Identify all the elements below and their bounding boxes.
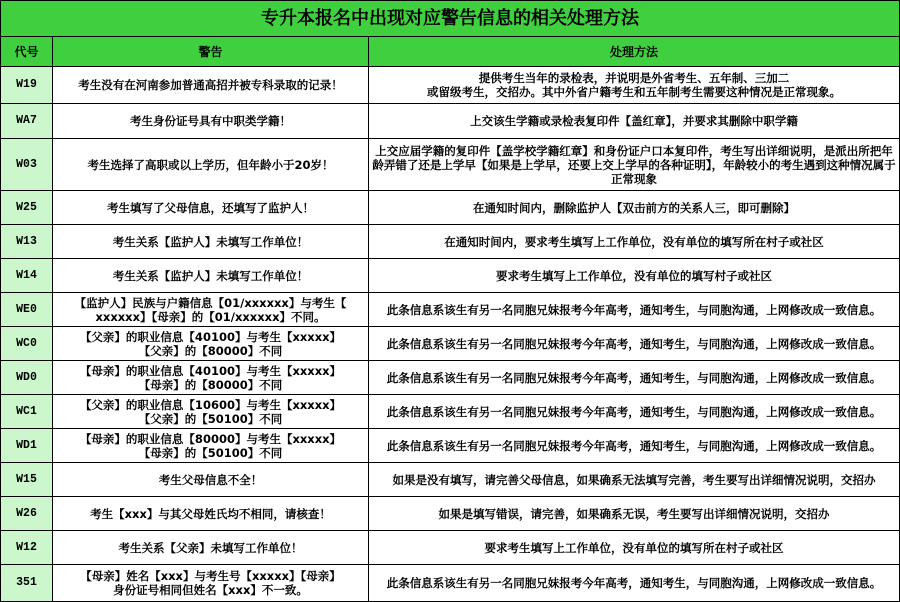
- warning-code-cell: W15: [1, 463, 53, 497]
- warning-code-cell: WC1: [1, 395, 53, 429]
- handling-method-cell: 如果是填写错误，请完善，如果确系无误，考生要写出详细情况说明，交招办: [369, 497, 900, 531]
- warning-code-cell: W12: [1, 531, 53, 565]
- warning-message-cell: 【母亲】的职业信息【80000】与考生【xxxxx】 【母亲】的【50100】不同: [53, 429, 369, 463]
- warning-message-cell: 【母亲】姓名【xxx】与考生号【xxxxx】【母亲】 身份证号相同但姓名【xxx】不一致。: [53, 565, 369, 602]
- warning-code-cell: WD1: [1, 429, 53, 463]
- warning-message-cell: 考生关系【监护人】未填写工作单位！: [53, 259, 369, 293]
- warning-code-cell: WC0: [1, 327, 53, 361]
- warning-code-cell: W14: [1, 259, 53, 293]
- handling-method-cell: 在通知时间内，删除监护人【双击前方的关系人三，即可删除】: [369, 191, 900, 225]
- warning-code-cell: W13: [1, 225, 53, 259]
- handling-method-cell: 提供考生当年的录检表，并说明是外省考生、五年制、三加二 或留级考生，交招办。其中外省户籍考生和五年制考生需要这种情况是正常现象。: [369, 67, 900, 104]
- handling-method-cell: 上交应届学籍的复印件【盖学校学籍红章】和身份证户口本复印件，考生写出详细说明，是派出所把年龄弄错了还是上学早【如果是上学早，还要上交上学早的各种证明】，年龄较小的考生遇到这种情况属于正常现象: [369, 139, 900, 191]
- header-warning: 警告: [53, 37, 369, 67]
- warning-code-cell: 351: [1, 565, 53, 602]
- warning-code-cell: W26: [1, 497, 53, 531]
- warning-code-cell: WA7: [1, 104, 53, 139]
- page-title: 专升本报名中出现对应警告信息的相关处理方法: [1, 1, 900, 37]
- handling-method-cell: 此条信息系该生有另一名同胞兄妹报考今年高考，通知考生，与同胞沟通，上网修改成一致信息。: [369, 429, 900, 463]
- handling-method-cell: 在通知时间内，要求考生填写上工作单位，没有单位的填写所在村子或社区: [369, 225, 900, 259]
- warning-message-cell: 【父亲】的职业信息【40100】与考生【xxxxx】 【父亲】的【80000】不同: [53, 327, 369, 361]
- handling-method-cell: 上交该生学籍或录检表复印件【盖红章】，并要求其删除中职学籍: [369, 104, 900, 139]
- handling-method-cell: 要求考生填写上工作单位，没有单位的填写村子或社区: [369, 259, 900, 293]
- handling-method-cell: 此条信息系该生有另一名同胞兄妹报考今年高考，通知考生，与同胞沟通，上网修改成一致信息。: [369, 395, 900, 429]
- warning-message-cell: 考生填写了父母信息，还填写了监护人！: [53, 191, 369, 225]
- warning-message-cell: 考生关系【父亲】未填写工作单位！: [53, 531, 369, 565]
- warning-message-cell: 【父亲】的职业信息【10600】与考生【xxxxx】 【父亲】的【50100】不同: [53, 395, 369, 429]
- warning-code-cell: W25: [1, 191, 53, 225]
- handling-method-cell: 此条信息系该生有另一名同胞兄妹报考今年高考，通知考生，与同胞沟通，上网修改成一致信息。: [369, 293, 900, 327]
- handling-method-cell: 此条信息系该生有另一名同胞兄妹报考今年高考，通知考生，与同胞沟通，上网修改成一致信息。: [369, 361, 900, 395]
- warning-message-cell: 考生关系【监护人】未填写工作单位！: [53, 225, 369, 259]
- warning-message-cell: 考生身份证号具有中职类学籍！: [53, 104, 369, 139]
- warning-code-cell: WD0: [1, 361, 53, 395]
- warning-code-cell: WE0: [1, 293, 53, 327]
- header-handling: 处理方法: [369, 37, 900, 67]
- handling-method-cell: 此条信息系该生有另一名同胞兄妹报考今年高考，通知考生，与同胞沟通，上网修改成一致信息。: [369, 327, 900, 361]
- warning-message-cell: 考生【xxx】与其父母姓氏均不相同，请核查！: [53, 497, 369, 531]
- warning-message-cell: 考生没有在河南参加普通高招并被专科录取的记录！: [53, 67, 369, 104]
- warning-code-cell: W03: [1, 139, 53, 191]
- warning-message-cell: 考生父母信息不全！: [53, 463, 369, 497]
- warning-message-cell: 【母亲】的职业信息【40100】与考生【xxxxx】 【母亲】的【80000】不同: [53, 361, 369, 395]
- header-code: 代号: [1, 37, 53, 67]
- handling-method-cell: 此条信息系该生有另一名同胞兄妹报考今年高考，通知考生，与同胞沟通，上网修改成一致信息。: [369, 565, 900, 602]
- handling-method-cell: 要求考生填写上工作单位，没有单位的填写所在村子或社区: [369, 531, 900, 565]
- warning-message-cell: 考生选择了高职或以上学历，但年龄小于20岁！: [53, 139, 369, 191]
- warning-code-cell: W19: [1, 67, 53, 104]
- warning-message-cell: 【监护人】民族与户籍信息【01/xxxxxx】与考生【 xxxxxx】【母亲】的【01/xxxxxx】不同。: [53, 293, 369, 327]
- handling-method-cell: 如果是没有填写，请完善父母信息，如果确系无法填写完善，考生要写出详细情况说明，交招办: [369, 463, 900, 497]
